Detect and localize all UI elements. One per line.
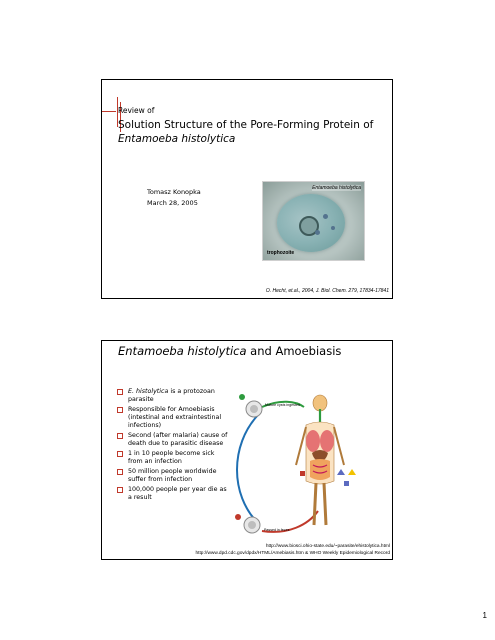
slide-title (118, 118, 388, 146)
presentation-date: March 28, 2005 (147, 199, 198, 207)
bullet-text: 50 million people worldwide suffer from infection (128, 468, 217, 484)
bullet-text: is a protozoan parasite (128, 388, 215, 404)
checkbox-bullet-icon (117, 407, 123, 413)
stage-marker-icon (300, 471, 305, 476)
list-item (116, 468, 228, 484)
diagram-label-feces: Passed in feces (264, 528, 290, 532)
trophozoite-micrograph (262, 181, 365, 261)
stage-marker-icon (344, 481, 349, 486)
ingested-rbc (323, 214, 328, 219)
checkbox-bullet-icon (117, 433, 123, 439)
checkbox-bullet-icon (117, 487, 123, 493)
ingested-rbc (315, 230, 320, 235)
page-number: 1 (482, 611, 487, 620)
cyst-icon (248, 521, 256, 529)
cycle-arrow-left (237, 415, 258, 523)
ingested-rbc (331, 226, 335, 230)
citation: O. Hecht, et.al., 2004, J. Biol. Chem. 279, 17834-17841 (265, 288, 389, 294)
title-italic: Entamoeba histolytica (118, 344, 247, 358)
title-main: Solution Structure of the Pore-Forming Protein of (118, 119, 374, 131)
micrograph-label-species: Entamoeba histolytica (312, 185, 361, 191)
list-item (116, 432, 228, 448)
checkbox-bullet-icon (117, 451, 123, 457)
source-link-2[interactable]: http://www.dpd.cdc.gov/dpdx/HTML/Amebiasis.htm & WHO Weekly Epidemiological Record (195, 551, 390, 556)
list-item (116, 388, 228, 404)
list-item (116, 486, 228, 502)
slide-title (118, 344, 378, 359)
stage-marker-icon (348, 469, 356, 475)
stage-marker-icon (235, 514, 241, 520)
list-item (116, 450, 228, 466)
bullet-text: Responsible for Amoebiasis (intestinal and extraintestinal infections) (128, 406, 222, 430)
stage-marker-icon (337, 469, 345, 475)
source-links (195, 543, 390, 557)
author-block (147, 187, 201, 209)
micrograph-label-stage: trophozoite (267, 250, 295, 256)
author-name: Tomasz Konopka (147, 188, 201, 196)
source-link-1[interactable]: http://www.biosci.ohio-state.edu/~parasite/ehistolytica.html (265, 544, 390, 549)
life-cycle-diagram (228, 385, 362, 537)
stage-marker-icon (239, 394, 245, 400)
review-label: Review of (118, 106, 155, 115)
slide-1 (101, 79, 393, 299)
list-item (116, 406, 228, 431)
bullet-list (116, 388, 228, 504)
cyst-icon (250, 405, 258, 413)
amoeba-cell (277, 194, 345, 252)
slide-2 (101, 340, 393, 560)
checkbox-bullet-icon (117, 389, 123, 395)
diagram-label-ingested: Mature cysts ingested (265, 403, 300, 407)
bullet-text: 1 in 10 people become sick from an infection (128, 450, 215, 466)
title-accent-line (102, 111, 116, 112)
title-italic: Entamoeba histolytica (118, 133, 236, 145)
human-body-figure (296, 395, 344, 525)
bullet-text: 100,000 people per year die as a result (128, 486, 227, 502)
bullet-italic: E. histolytica (128, 388, 169, 395)
checkbox-bullet-icon (117, 469, 123, 475)
title-rest: and Amoebiasis (246, 344, 342, 358)
bullet-text: Second (after malaria) cause of death due to parasitic disease (128, 432, 228, 448)
